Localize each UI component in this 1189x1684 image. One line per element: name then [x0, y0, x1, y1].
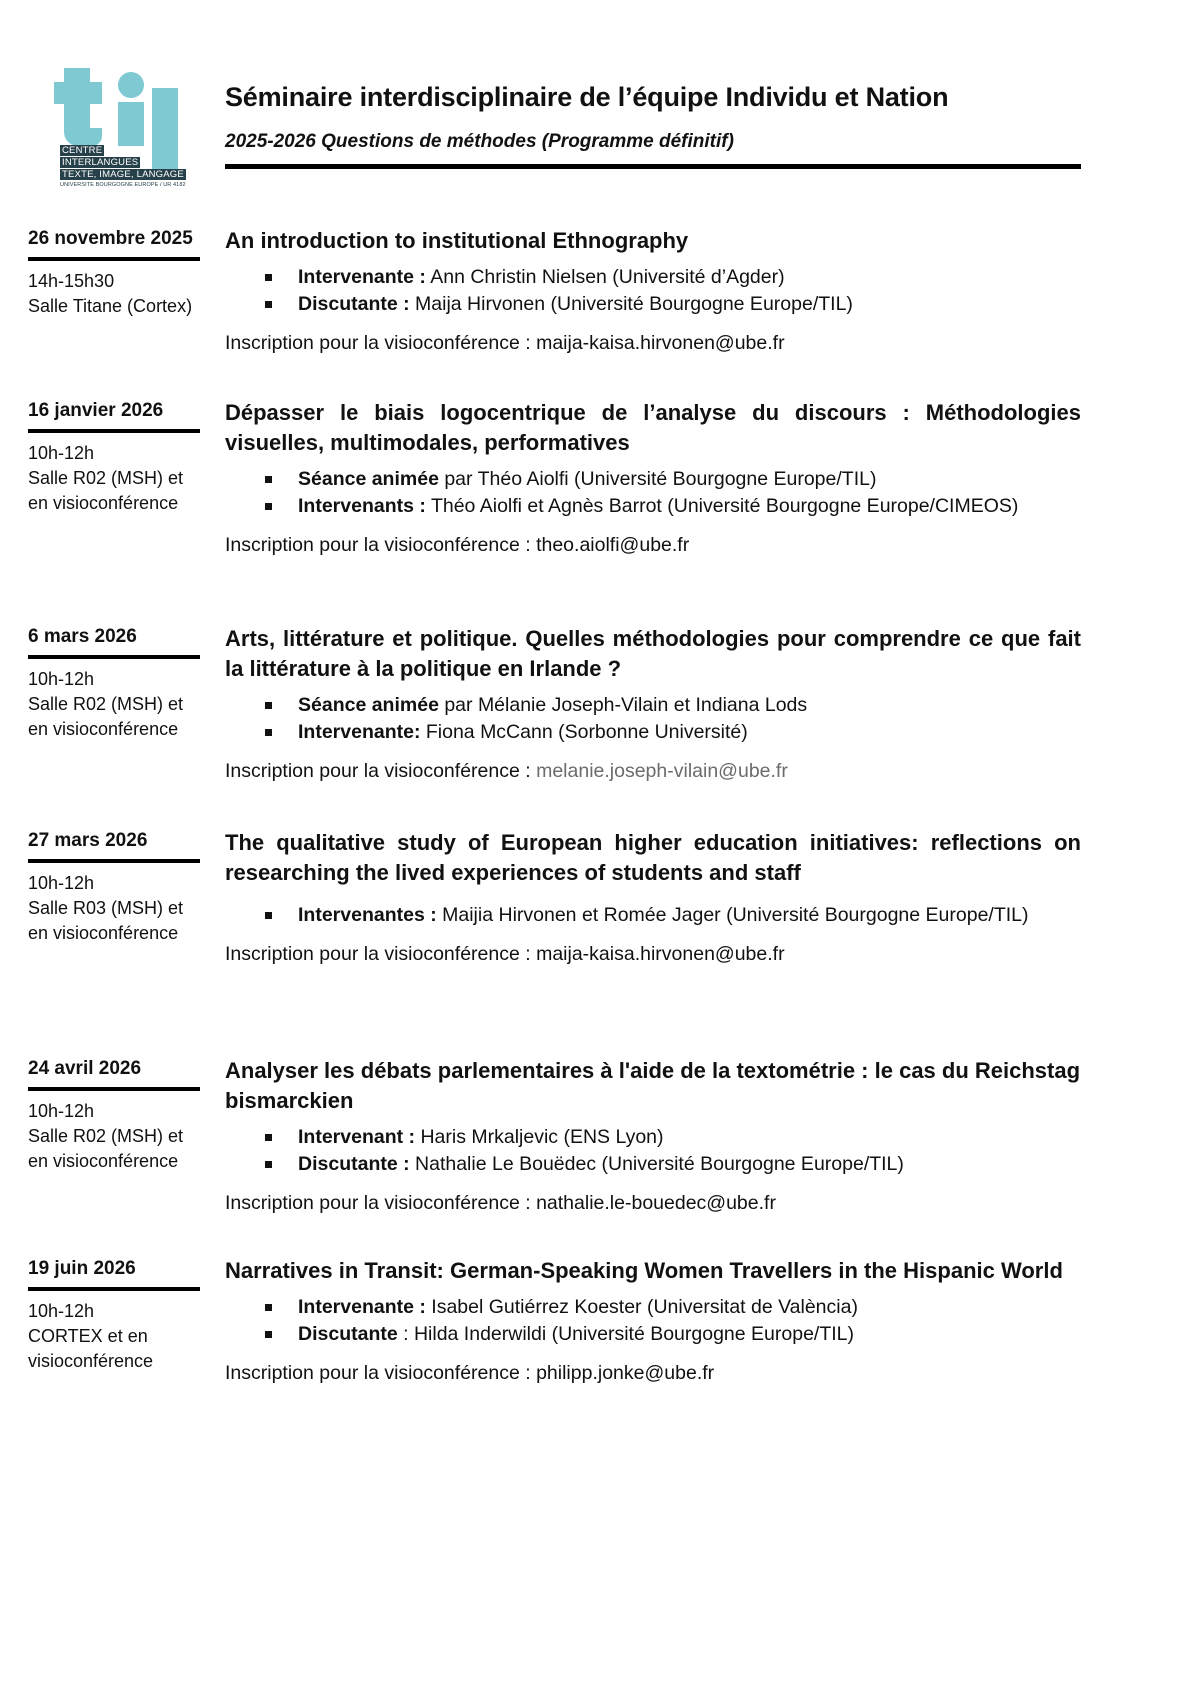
event-speakers — [225, 1124, 1081, 1178]
event-title: The qualitative study of European higher education initiatives: reflections on researching the lived experiences of students and staff — [225, 830, 1081, 885]
event-place: Salle Titane (Cortex) — [28, 296, 193, 316]
event-speakers — [225, 902, 1081, 929]
event-date: 6 mars 2026 — [28, 626, 137, 647]
page-title: Séminaire interdisciplinaire de l’équipe Individu et Nation — [225, 82, 949, 112]
event-date-column — [28, 1056, 200, 1174]
speaker-role: Séance animée — [298, 468, 439, 490]
event-date: 16 janvier 2026 — [28, 400, 164, 421]
event-place: CORTEX et en visioconférence — [28, 1326, 154, 1371]
event-time: 10h-12h — [28, 443, 95, 463]
logo-letter-l — [152, 88, 178, 172]
event-title: Narratives in Transit: German-Speaking Women Travellers in the Hispanic World — [225, 1258, 1063, 1283]
registration-label: Inscription pour la visioconférence : — [225, 1362, 537, 1384]
square-bullet-icon — [265, 503, 272, 510]
speaker-item — [225, 1151, 1081, 1178]
event-speakers — [225, 466, 1081, 520]
registration-label: Inscription pour la visioconférence : — [225, 534, 537, 556]
speaker-item — [225, 902, 1081, 929]
registration-line — [225, 1360, 1081, 1387]
speaker-item — [225, 466, 1081, 493]
speaker-role: Intervenant : — [298, 1126, 416, 1148]
til-logo — [54, 56, 186, 188]
speaker-name: Fiona McCann (Sorbonne Université) — [420, 721, 748, 743]
speaker-name: : Hilda Inderwildi (Université Bourgogne Europe/TIL) — [397, 1323, 855, 1345]
registration-email[interactable]: theo.aiolfi@ube.fr — [536, 534, 690, 556]
registration-line — [225, 532, 1081, 559]
date-divider — [28, 1087, 200, 1091]
square-bullet-icon — [265, 476, 272, 483]
event-time: 14h-15h30 — [28, 271, 115, 291]
square-bullet-icon — [265, 729, 272, 736]
event-title: Dépasser le biais logocentrique de l’analyse du discours : Méthodologies visuelles, multimodales, performatives — [225, 400, 1081, 455]
speaker-name: Maija Hirvonen (Université Bourgogne Europe/TIL) — [409, 293, 853, 315]
speaker-role: Discutante — [298, 1323, 398, 1345]
document-header — [225, 80, 1081, 169]
speaker-role: Intervenante : — [298, 266, 426, 288]
speaker-item — [225, 692, 1081, 719]
event-place: Salle R02 (MSH) et en visioconférence — [28, 468, 184, 513]
speaker-item — [225, 264, 1081, 291]
registration-line — [225, 330, 1081, 357]
date-divider — [28, 655, 200, 659]
event-speakers — [225, 264, 1081, 318]
square-bullet-icon — [265, 301, 272, 308]
event-date: 26 novembre 2025 — [28, 228, 193, 249]
registration-email[interactable]: philipp.jonke@ube.fr — [536, 1362, 715, 1384]
speaker-name: par Théo Aiolfi (Université Bourgogne Europe/TIL) — [438, 468, 877, 490]
square-bullet-icon — [265, 1161, 272, 1168]
event-date-column — [28, 1256, 200, 1374]
square-bullet-icon — [265, 1134, 272, 1141]
event-time: 10h-12h — [28, 1301, 95, 1321]
logo-line-interlangues: INTERLANGUES — [62, 157, 139, 168]
square-bullet-icon — [265, 274, 272, 281]
header-divider — [225, 164, 1081, 169]
speaker-item — [225, 1294, 1081, 1321]
speaker-item — [225, 1124, 1081, 1151]
event-date: 19 juin 2026 — [28, 1258, 136, 1279]
event-title: An introduction to institutional Ethnography — [225, 228, 689, 253]
event-body — [225, 226, 1081, 357]
event-time: 10h-12h — [28, 1101, 95, 1121]
event-body — [225, 1056, 1081, 1217]
speaker-name: Maijia Hirvonen et Romée Jager (Université Bourgogne Europe/TIL) — [436, 904, 1029, 926]
event-date-column — [28, 398, 200, 516]
logo-university-line: UNIVERSITE BOURGOGNE EUROPE / UR 4182 — [60, 182, 186, 188]
logo-letter-i — [118, 102, 144, 146]
logo-line-texte-image-langage: TEXTE, IMAGE, LANGAGE — [62, 169, 184, 180]
speaker-item — [225, 1321, 1081, 1348]
square-bullet-icon — [265, 1331, 272, 1338]
event-date-column — [28, 828, 200, 946]
speaker-name: Ann Christin Nielsen (Université d’Agder) — [425, 266, 785, 288]
logo-line-centre: CENTRE — [62, 145, 103, 156]
speaker-role: Intervenante : — [298, 1296, 426, 1318]
registration-line — [225, 941, 1081, 968]
registration-line — [225, 1190, 1081, 1217]
speaker-name: Nathalie Le Bouëdec (Université Bourgogne Europe/TIL) — [409, 1153, 904, 1175]
speaker-role: Intervenante: — [298, 721, 421, 743]
event-date-column — [28, 226, 200, 319]
registration-label: Inscription pour la visioconférence : — [225, 943, 537, 965]
registration-label: Inscription pour la visioconférence : — [225, 1192, 537, 1214]
speaker-role: Séance animée — [298, 694, 439, 716]
event-title: Analyser les débats parlementaires à l'aide de la textométrie : le cas du Reichstag bismarckien — [225, 1058, 1081, 1113]
event-place: Salle R02 (MSH) et en visioconférence — [28, 1126, 184, 1171]
event-body — [225, 398, 1081, 559]
event-time: 10h-12h — [28, 873, 95, 893]
registration-email[interactable]: maija-kaisa.hirvonen@ube.fr — [536, 332, 785, 354]
logo-letter-t-foot — [76, 128, 102, 146]
date-divider — [28, 859, 200, 863]
page-subtitle: 2025-2026 Questions de méthodes (Programme définitif) — [225, 131, 734, 152]
event-title: Arts, littérature et politique. Quelles méthodologies pour comprendre ce que fait la littérature à la politique en Irlande ? — [225, 626, 1081, 681]
event-place: Salle R02 (MSH) et en visioconférence — [28, 694, 184, 739]
event-place: Salle R03 (MSH) et en visioconférence — [28, 898, 184, 943]
event-speakers — [225, 1294, 1081, 1348]
speaker-role: Discutante : — [298, 1153, 410, 1175]
speaker-name: par Mélanie Joseph-Vilain et Indiana Lods — [438, 694, 808, 716]
registration-label: Inscription pour la visioconférence : — [225, 332, 537, 354]
registration-email[interactable]: maija-kaisa.hirvonen@ube.fr — [536, 943, 785, 965]
registration-line — [225, 758, 1081, 785]
logo-letter-i-dot — [118, 72, 144, 98]
date-divider — [28, 1287, 200, 1291]
event-body — [225, 1256, 1081, 1387]
speaker-role: Intervenantes : — [298, 904, 437, 926]
speaker-role: Intervenants : — [298, 495, 426, 517]
date-divider — [28, 429, 200, 433]
registration-email[interactable]: nathalie.le-bouedec@ube.fr — [536, 1192, 776, 1214]
speaker-item — [225, 291, 1081, 318]
event-date-column — [28, 624, 200, 742]
square-bullet-icon — [265, 912, 272, 919]
event-date: 24 avril 2026 — [28, 1058, 142, 1079]
event-speakers — [225, 692, 1081, 746]
speaker-role: Discutante : — [298, 293, 410, 315]
event-date: 27 mars 2026 — [28, 830, 148, 851]
event-body — [225, 828, 1081, 968]
registration-email[interactable]: melanie.joseph-vilain@ube.fr — [536, 760, 788, 782]
speaker-item — [225, 493, 1081, 520]
speaker-name: Haris Mrkaljevic (ENS Lyon) — [415, 1126, 664, 1148]
date-divider — [28, 257, 200, 261]
speaker-name: Théo Aiolfi et Agnès Barrot (Université Bourgogne Europe/CIMEOS) — [425, 495, 1019, 517]
registration-label: Inscription pour la visioconférence : — [225, 760, 537, 782]
speaker-item — [225, 719, 1081, 746]
event-time: 10h-12h — [28, 669, 95, 689]
speaker-name: Isabel Gutiérrez Koester (Universitat de València) — [425, 1296, 858, 1318]
event-body — [225, 624, 1081, 785]
square-bullet-icon — [265, 1304, 272, 1311]
square-bullet-icon — [265, 702, 272, 709]
